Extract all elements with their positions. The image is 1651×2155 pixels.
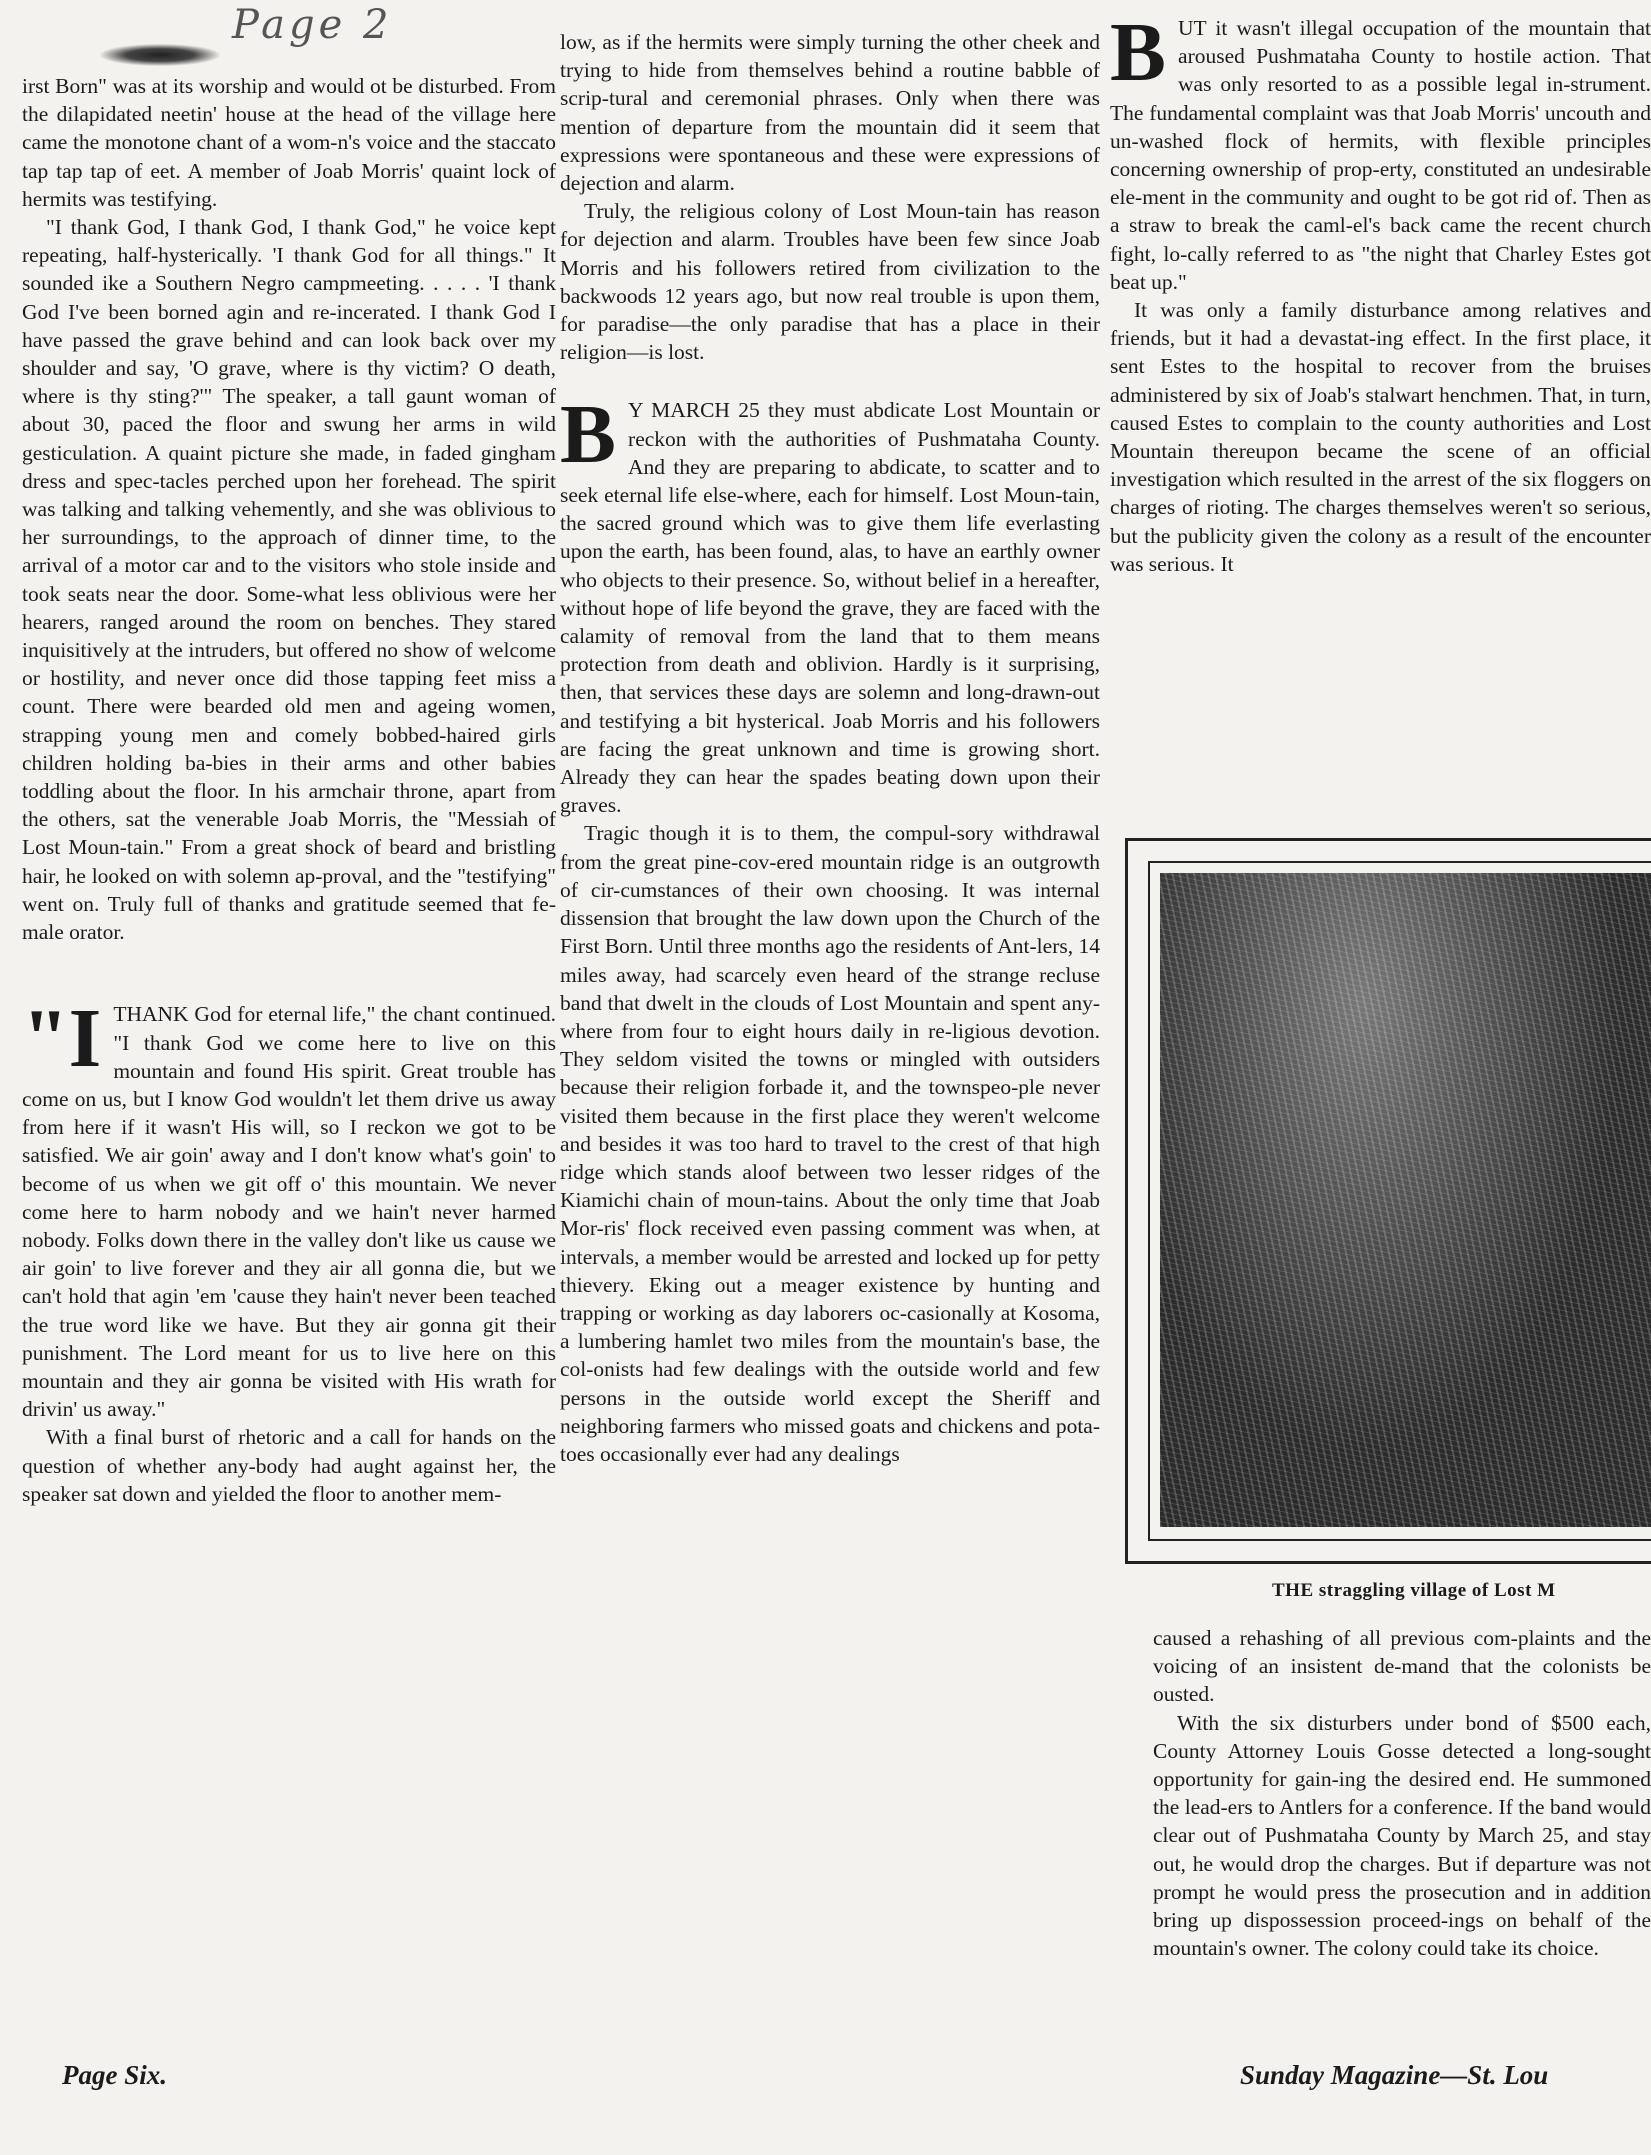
photo-frame	[1125, 838, 1651, 1564]
paragraph-text: THANK God for eternal life," the chant continued. "I thank God we come here to live on this mountain and found His spirit. Great trouble has come on us, but I know God wouldn't let them drive us away from here if it wasn't His will, so I reckon we got to be satisfied. We air goin' away and I don't know what's goin' to become of us when we git off o' this mountain. We never come here to harm nobody and we hain't never harmed nobody. Folks down there in the valley don't like us cause we air goin' to live forever and they air all gonna die, but we can't hold that agin 'em 'cause they hain't never been teached the true word like we have. But they air gonna git their punishment. The Lord meant for us to live here on this mountain and they air gonna be visited with His wrath for drivin' us away."	[22, 1002, 556, 1422]
article-column-1	[22, 72, 556, 1508]
article-column-3	[1110, 6, 1651, 578]
drop-cap: B	[1110, 6, 1167, 99]
paragraph: With a final burst of rhetoric and a call for hands on the question of whether any-body had aught against her, the speaker sat down and yielded the floor to another mem-	[22, 1425, 556, 1506]
photo-inner-border	[1148, 861, 1651, 1541]
village-photo	[1160, 873, 1651, 1527]
handwritten-page-note: Page 2	[232, 2, 393, 48]
paragraph: With the six disturbers under bond of $500 each, County Attorney Louis Gosse detected a long-sought opportunity for gain-ing the desired end. He summoned the lead-ers to Antlers for a conference. If the band would clear out of Pushmataha County by March 25, and stay out, he would drop the charges. But if departure was not prompt he would press the prosecution and in addition bring up dispossession proceed-ings on behalf of the mountain's owner. The colony could take its choice.	[1153, 1710, 1651, 1961]
article-column-3-continued	[1153, 1624, 1651, 1962]
paragraph: Tragic though it is to them, the compul-sory withdrawal from the great pine-cov-ered mountain ridge is an outgrowth of cir-cumstances of their own choosing. It was internal dissension that brought the law down upon the Church of the First Born. Until three months ago the residents of Ant-lers, 14 miles away, had scarcely even heard of the strange recluse band that dwelt in the clouds of Lost Mountain and spent any-where from four to eight hours daily in re-ligious devotion. They seldom visited the towns or mingled with outsiders because their religion forbade it, and the townspeo-ple never visited them because in the first place they weren't welcome and besides it was too hard to travel to the crest of that high ridge which stands aloof between two lesser ridges of the Kiamichi chain of moun-tains. About the only time that Joab Mor-ris' flock received even passing comment was when, at intervals, a member would be arrested and locked up for petty thievery. Eking out a meager existence by hunting and trapping or working as day laborers oc-casionally at Kosoma, a lumbering hamlet two miles from the mountain's base, the col-onists had few dealings with the outside world and few persons in the outside world except the Sheriff and neighboring farmers who missed goats and chickens and pota-toes occasionally ever had any dealings	[560, 821, 1100, 1466]
paragraph: caused a rehashing of all previous com-plaints and the voicing of an insistent de-mand that the colonists be ousted.	[1153, 1626, 1651, 1707]
article-column-2	[560, 28, 1100, 1468]
photo-caption: THE straggling village of Lost M	[1272, 1580, 1556, 1601]
drop-cap: B	[560, 388, 617, 482]
paragraph	[560, 388, 1100, 819]
paragraph-text: Y MARCH 25 they must abdicate Lost Mountain or reckon with the authorities of Pushmataha County. And they are preparing to abdicate, to scatter and to seek eternal life else-where, each for himself. Lost Moun-tain, the sacred ground which was to give them life everlasting upon the earth, has been found, alas, to have an earthly owner who objects to their presence. So, without belief in a hereafter, without hope of life beyond the grave, they are faced with the calamity of removal from the land that to them means protection from death and oblivion. Hardly is it surprising, then, that services these days are solemn and long-drawn-out and testifying a bit hysterical. Joab Morris and his followers are facing the great unknown and time is growing short. Already they can hear the spades beating down upon their graves.	[560, 398, 1100, 818]
paragraph: irst Born" was at its worship and would ot be disturbed. From the dilapidated neetin' house at the head of the village here came the monotone chant of a wom-n's voice and the staccato tap tap tap of eet. A member of Joab Morris' quaint lock of hermits was testifying.	[22, 74, 556, 211]
paragraph: low, as if the hermits were simply turning the other cheek and trying to hide from themselves behind a routine babble of scrip-tural and ceremonial phrases. Only when there was mention of departure from the mountain did it seem that expressions were spontaneous and these were expressions of dejection and alarm.	[560, 30, 1100, 196]
section-gap	[560, 366, 1100, 396]
paragraph-text: UT it wasn't illegal occupation of the mountain that aroused Pushmataha County to hostile action. That was only resorted to as a possible legal in-strument. The fundamental complaint was that Joab Morris' uncouth and un-washed flock of hermits, with flexible principles concerning ownership of prop-erty, constituted an undesirable ele-ment in the community and ought to be got rid of. Then as a straw to break the caml-el's back came the recent church fight, lo-cally referred to as "the night that Charley Estes got beat up."	[1110, 16, 1651, 294]
paragraph: "I thank God, I thank God, I thank God," he voice kept repeating, half-hysterically. 'I thank God for all things." It sounded ike a Southern Negro campmeeting. . . . . 'I thank God I've been borned agin and re-incerated. I thank God I have passed the grave behind and can look back over my shoulder and say, 'O grave, where is thy victim? O death, where is thy sting?'" The speaker, a tall gaunt woman of about 30, paced the floor and swung her arms in wild gesticulation. A quaint picture she made, in faded gingham dress and spec-tacles perched upon her forehead. The spirit was talking and talking vehemently, and she was oblivious to her surroundings, to the approach of dinner time, to the arrival of a motor car and to the visitors who stole inside and took seats near the door. Some-what less oblivious were her hearers, ranged around the room on benches. They stared inquisitively at the intruders, but offered no show of welcome or hostility, and never once did those tapping feet miss a count. There were bearded old men and ageing women, strapping young men and comely bobbed-haired girls children holding ba-bies in their arms and other babies toddling about the floor. In his armchair throne, apart from the others, sat the venerable Joab Morris, the "Messiah of Lost Moun-tain." From a great shock of beard and bristling hair, he looked on with solemn ap-proval, and the "testifying" went on. Truly full of thanks and gratitude seemed that fe-male orator.	[22, 215, 556, 945]
ink-smudge	[100, 44, 220, 66]
paragraph	[22, 992, 556, 1423]
drop-cap: "I	[22, 992, 102, 1086]
publication-footer: Sunday Magazine—St. Lou	[1240, 2060, 1549, 2090]
paragraph: It was only a family disturbance among relatives and friends, but it had a devastat-ing effect. In the first place, it sent Estes to the hospital to recover from the bruises administered by six of Joab's stalwart henchmen. That, in turn, caused Estes to complain to the county authorities and Lost Mountain thereupon became the scene of an official investigation which resulted in the arrest of the six floggers on charges of rioting. The charges themselves weren't so serious, but the publicity given the colony as a result of the encounter was serious. It	[1110, 298, 1651, 576]
page-number-footer: Page Six.	[62, 2060, 167, 2090]
section-gap	[22, 946, 556, 1000]
paragraph: Truly, the religious colony of Lost Moun-tain has reason for dejection and alarm. Troubles have been few since Joab Morris and his followers retired from civilization to the backwoods 12 years ago, but now real trouble is upon them, for paradise—the only paradise that has a place in their religion—is lost.	[560, 199, 1100, 365]
paragraph	[1110, 6, 1651, 296]
